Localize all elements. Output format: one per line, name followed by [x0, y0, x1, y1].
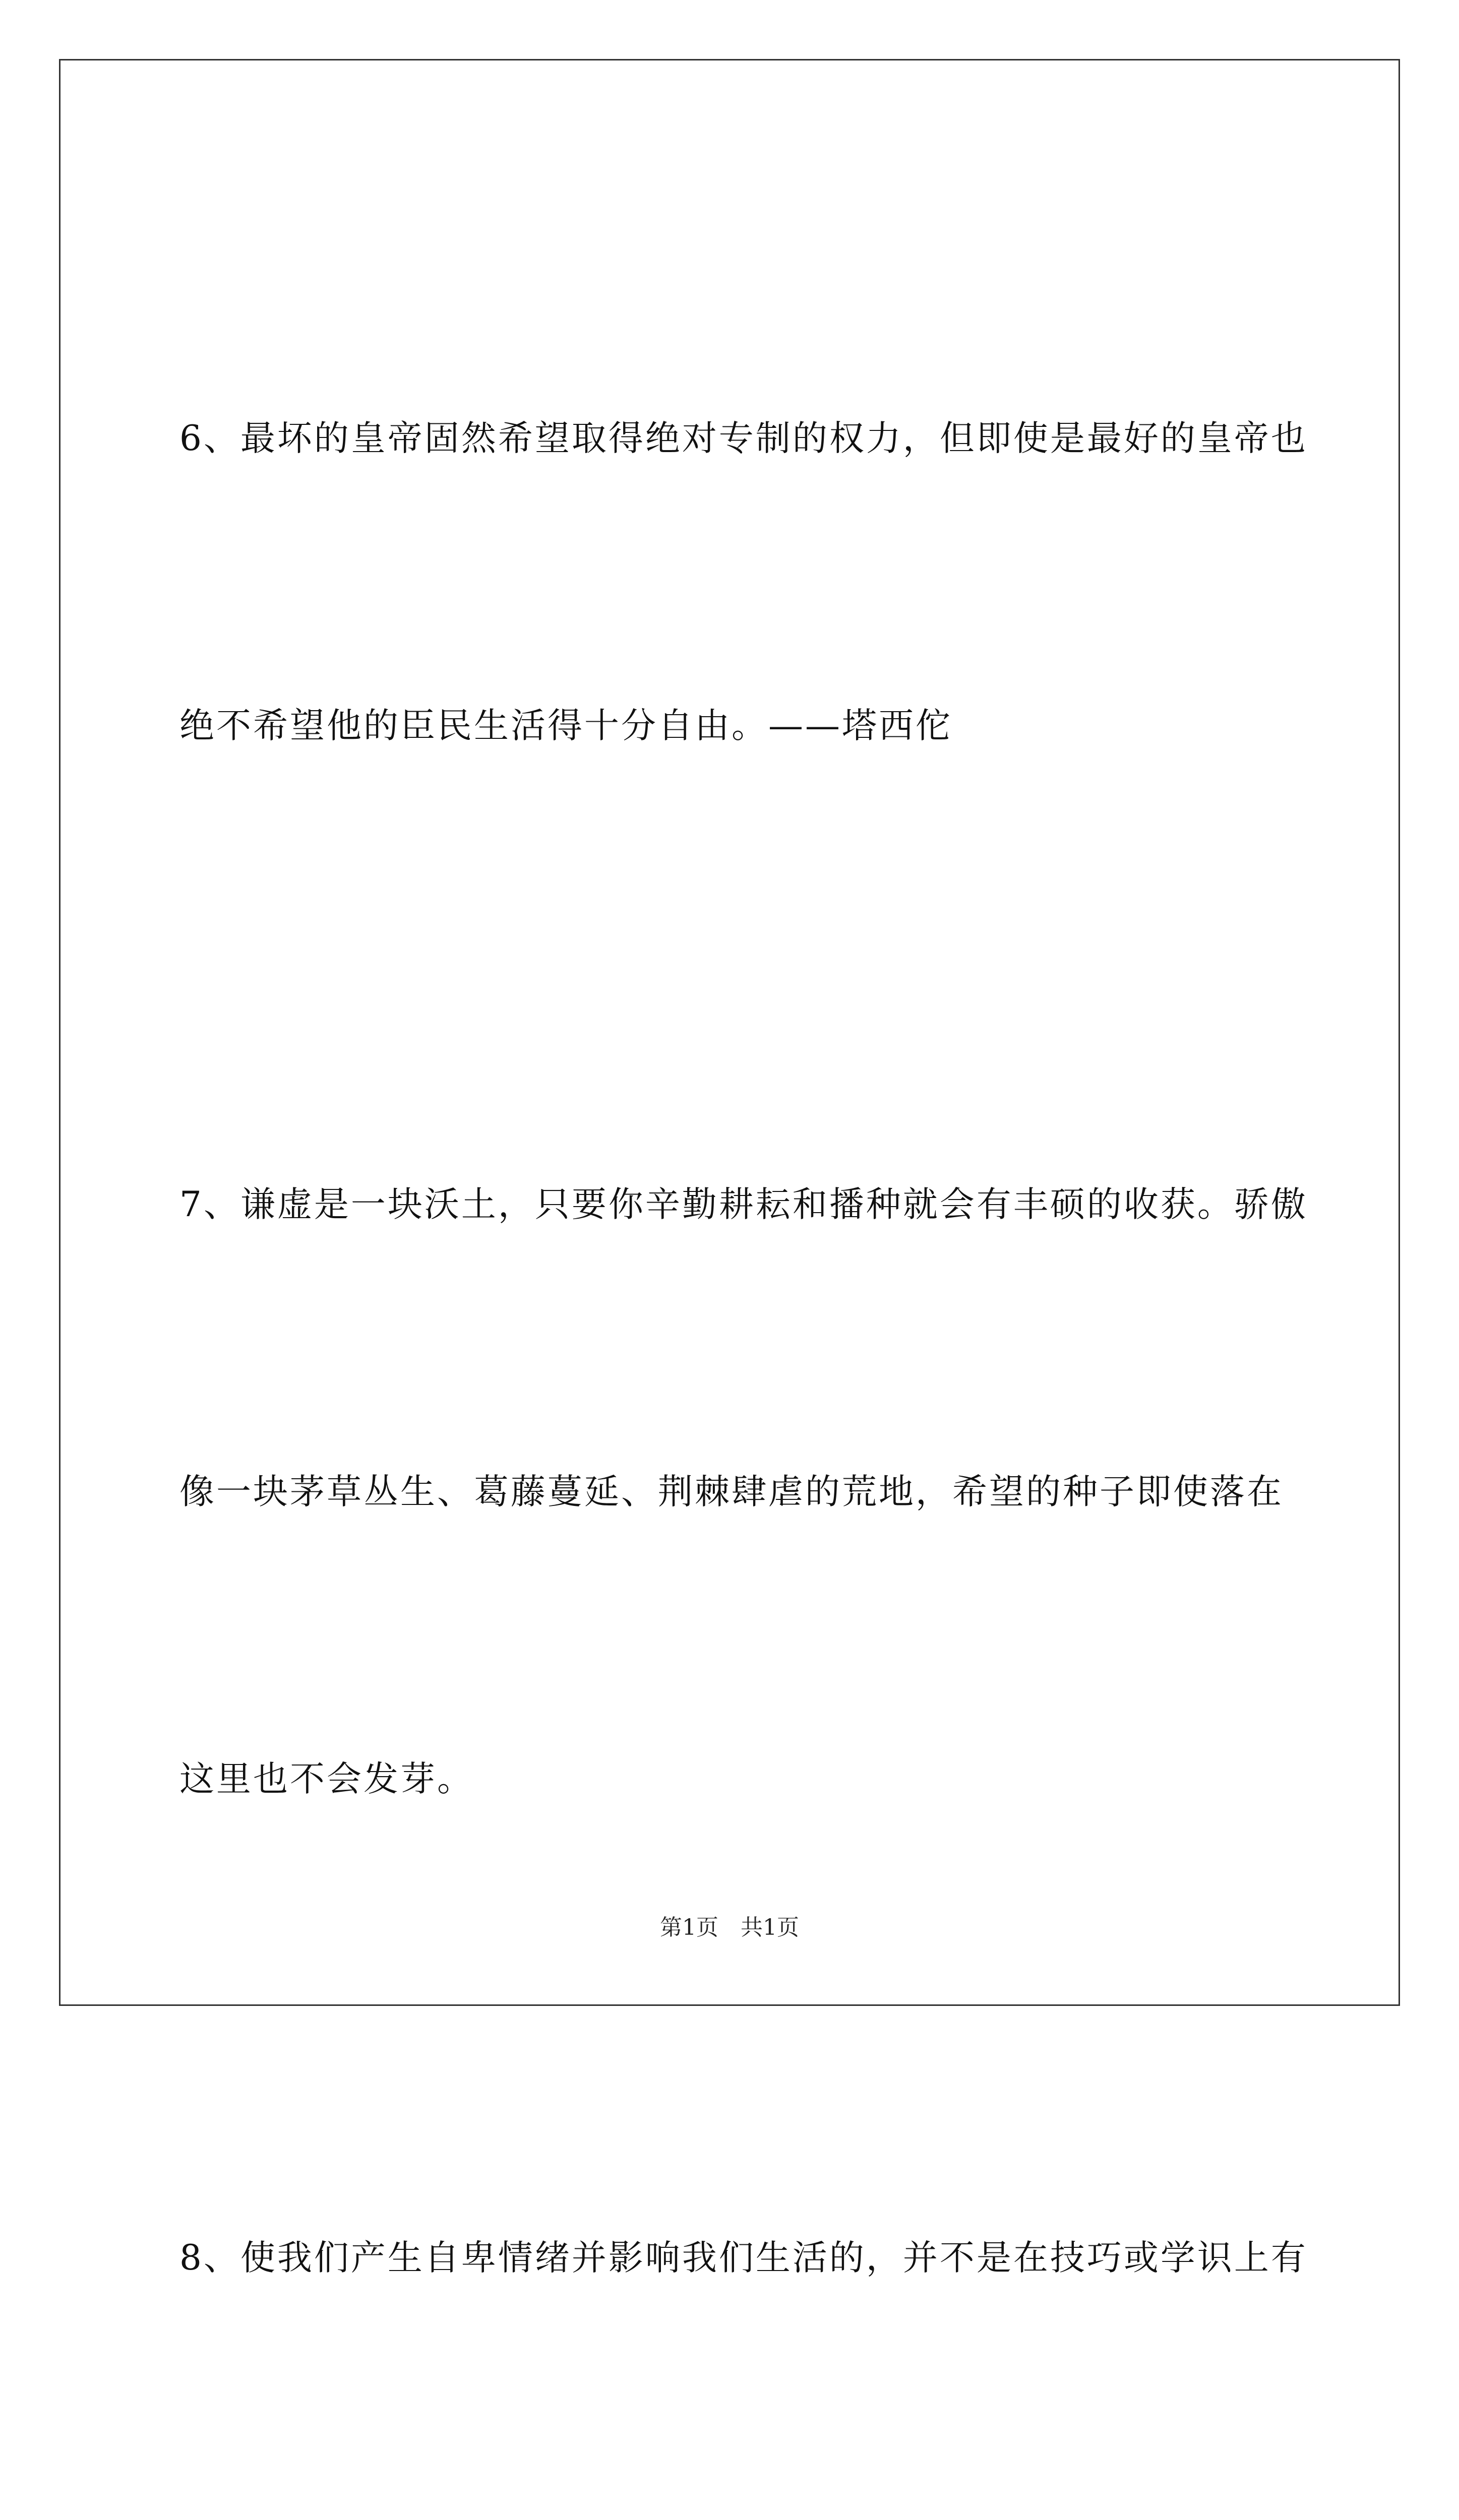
document-body	[179, 199, 1308, 2520]
text-line: 8、使我们产生自卑情绪并影响我们生活的，并不是在技巧或学识上有	[179, 2238, 1308, 2278]
quote-8	[179, 2019, 1308, 2520]
text-line: 7、谦虚是一块沃土，只要你辛勤耕耘和播种就会有丰硕的收获。骄傲	[179, 1184, 1308, 1225]
text-line: 像一块茅草丛生、葛藤蔓延、荆棘肆虐的荒地，希望的种子即使落在	[179, 1472, 1284, 1512]
text-line	[179, 2497, 1289, 2520]
quote-6	[179, 199, 1308, 965]
text-line: 这里也不会发芽。	[179, 1759, 474, 1799]
text-line: 6、最坏的皇帝固然希望取得绝对专制的权力，但即使是最好的皇帝也	[179, 418, 1308, 459]
quote-7	[179, 965, 1308, 2019]
page-number-footer: 第1页 共1页	[660, 1915, 799, 1940]
text-line: 绝不希望他的臣民生活得十分自由。——塔西佗	[179, 706, 952, 746]
